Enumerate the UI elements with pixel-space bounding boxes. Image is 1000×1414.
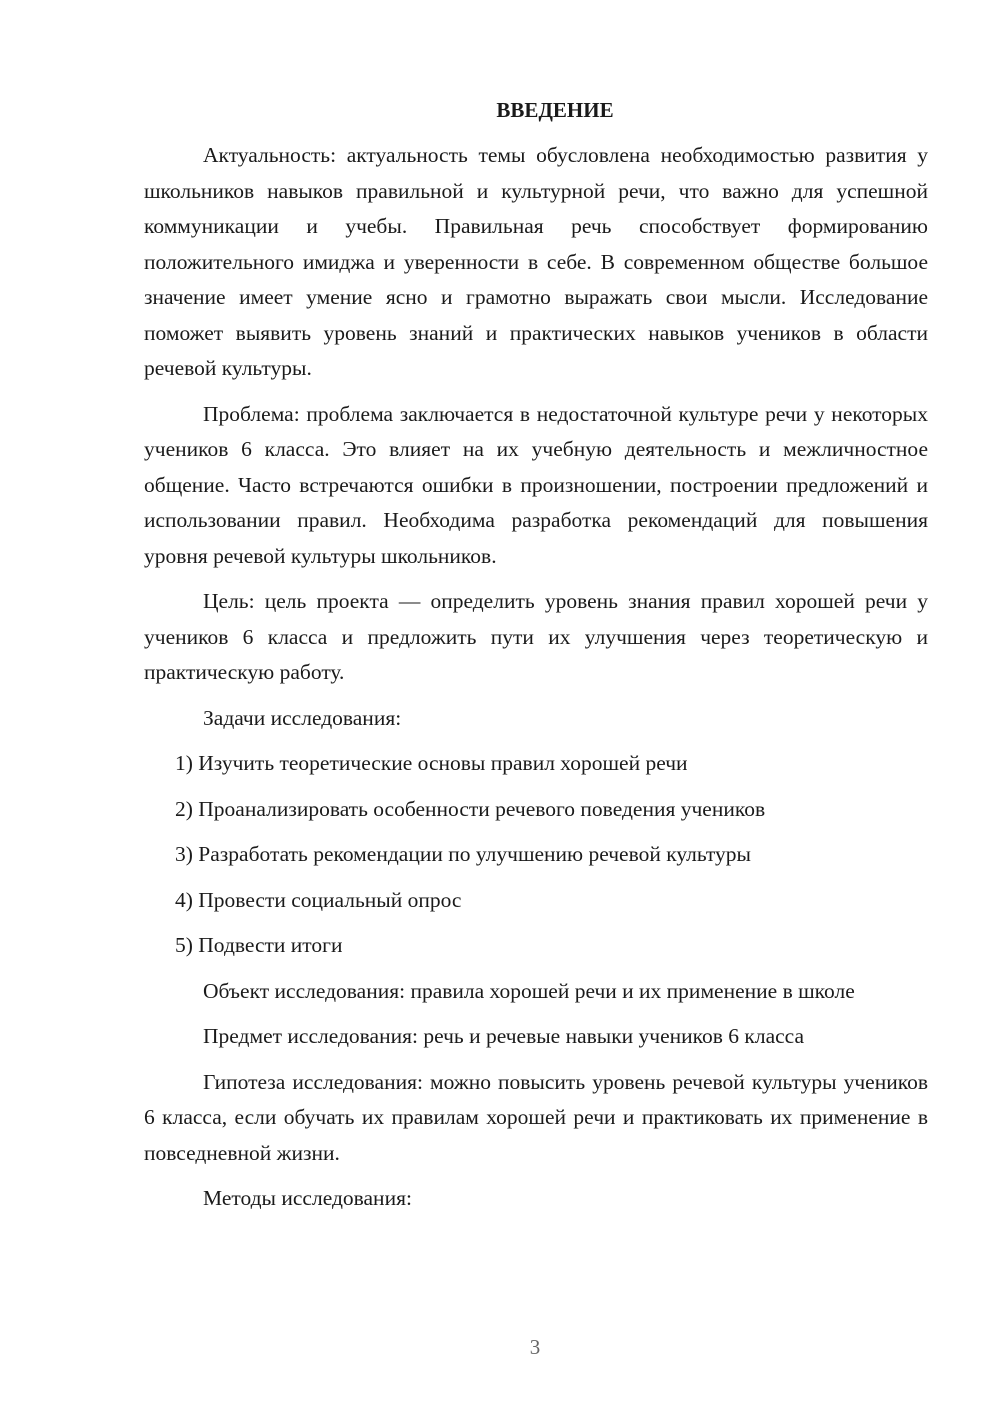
relevance-paragraph: Актуальность: актуальность темы обусловлена необходимостью развития у школьников навыков правильной и культурной речи, что важно для успешной коммуникации и учебы. Правильная речь способствует формированию положительного имиджа и уверенности в себе. В современном обществе большое значение имеет умение ясно и грамотно выражать свои мысли. Исследование поможет выявить уровень знаний и практических навыков учеников в области речевой культуры. [144, 143, 928, 380]
methods-heading: Методы исследования: [203, 1186, 412, 1210]
page-content [144, 93, 928, 1227]
list-item: 1) Изучить теоретические основы правил хорошей речи [175, 751, 688, 775]
problem-paragraph: Проблема: проблема заключается в недостаточной культуре речи у некоторых учеников 6 класса. Это влияет на их учебную деятельность и межличностное общение. Часто встречаются ошибки в произношении, построении предложений и использовании правил. Необходима разработка рекомендаций для повышения уровня речевой культуры школьников. [144, 401, 928, 568]
list-item: 4) Провести социальный опрос [175, 887, 462, 912]
list-item: 2) Проанализировать особенности речевого поведения учеников [175, 796, 766, 821]
object-paragraph: Объект исследования: правила хорошей речи и их применение в школе [203, 978, 855, 1003]
tasks-list [144, 746, 928, 964]
subject-paragraph: Предмет исследования: речь и речевые навыки учеников 6 класса [203, 1024, 805, 1048]
tasks-heading: Задачи исследования: [203, 705, 402, 730]
section-title: ВВЕДЕНИЕ [496, 98, 614, 122]
goal-paragraph: Цель: цель проекта — определить уровень знания правил хорошей речи у учеников 6 класса и предложить пути их улучшения через теоретическую и практическую работу. [144, 589, 928, 684]
list-item: 3) Разработать рекомендации по улучшению речевой культуры [175, 842, 751, 866]
page-number: 3 [529, 1335, 541, 1359]
list-item: 5) Подвести итоги [175, 933, 343, 957]
hypothesis-paragraph: Гипотеза исследования: можно повысить уровень речевой культуры учеников 6 класса, если обучать их правилам хорошей речи и практиковать их применение в повседневной жизни. [144, 1069, 928, 1165]
